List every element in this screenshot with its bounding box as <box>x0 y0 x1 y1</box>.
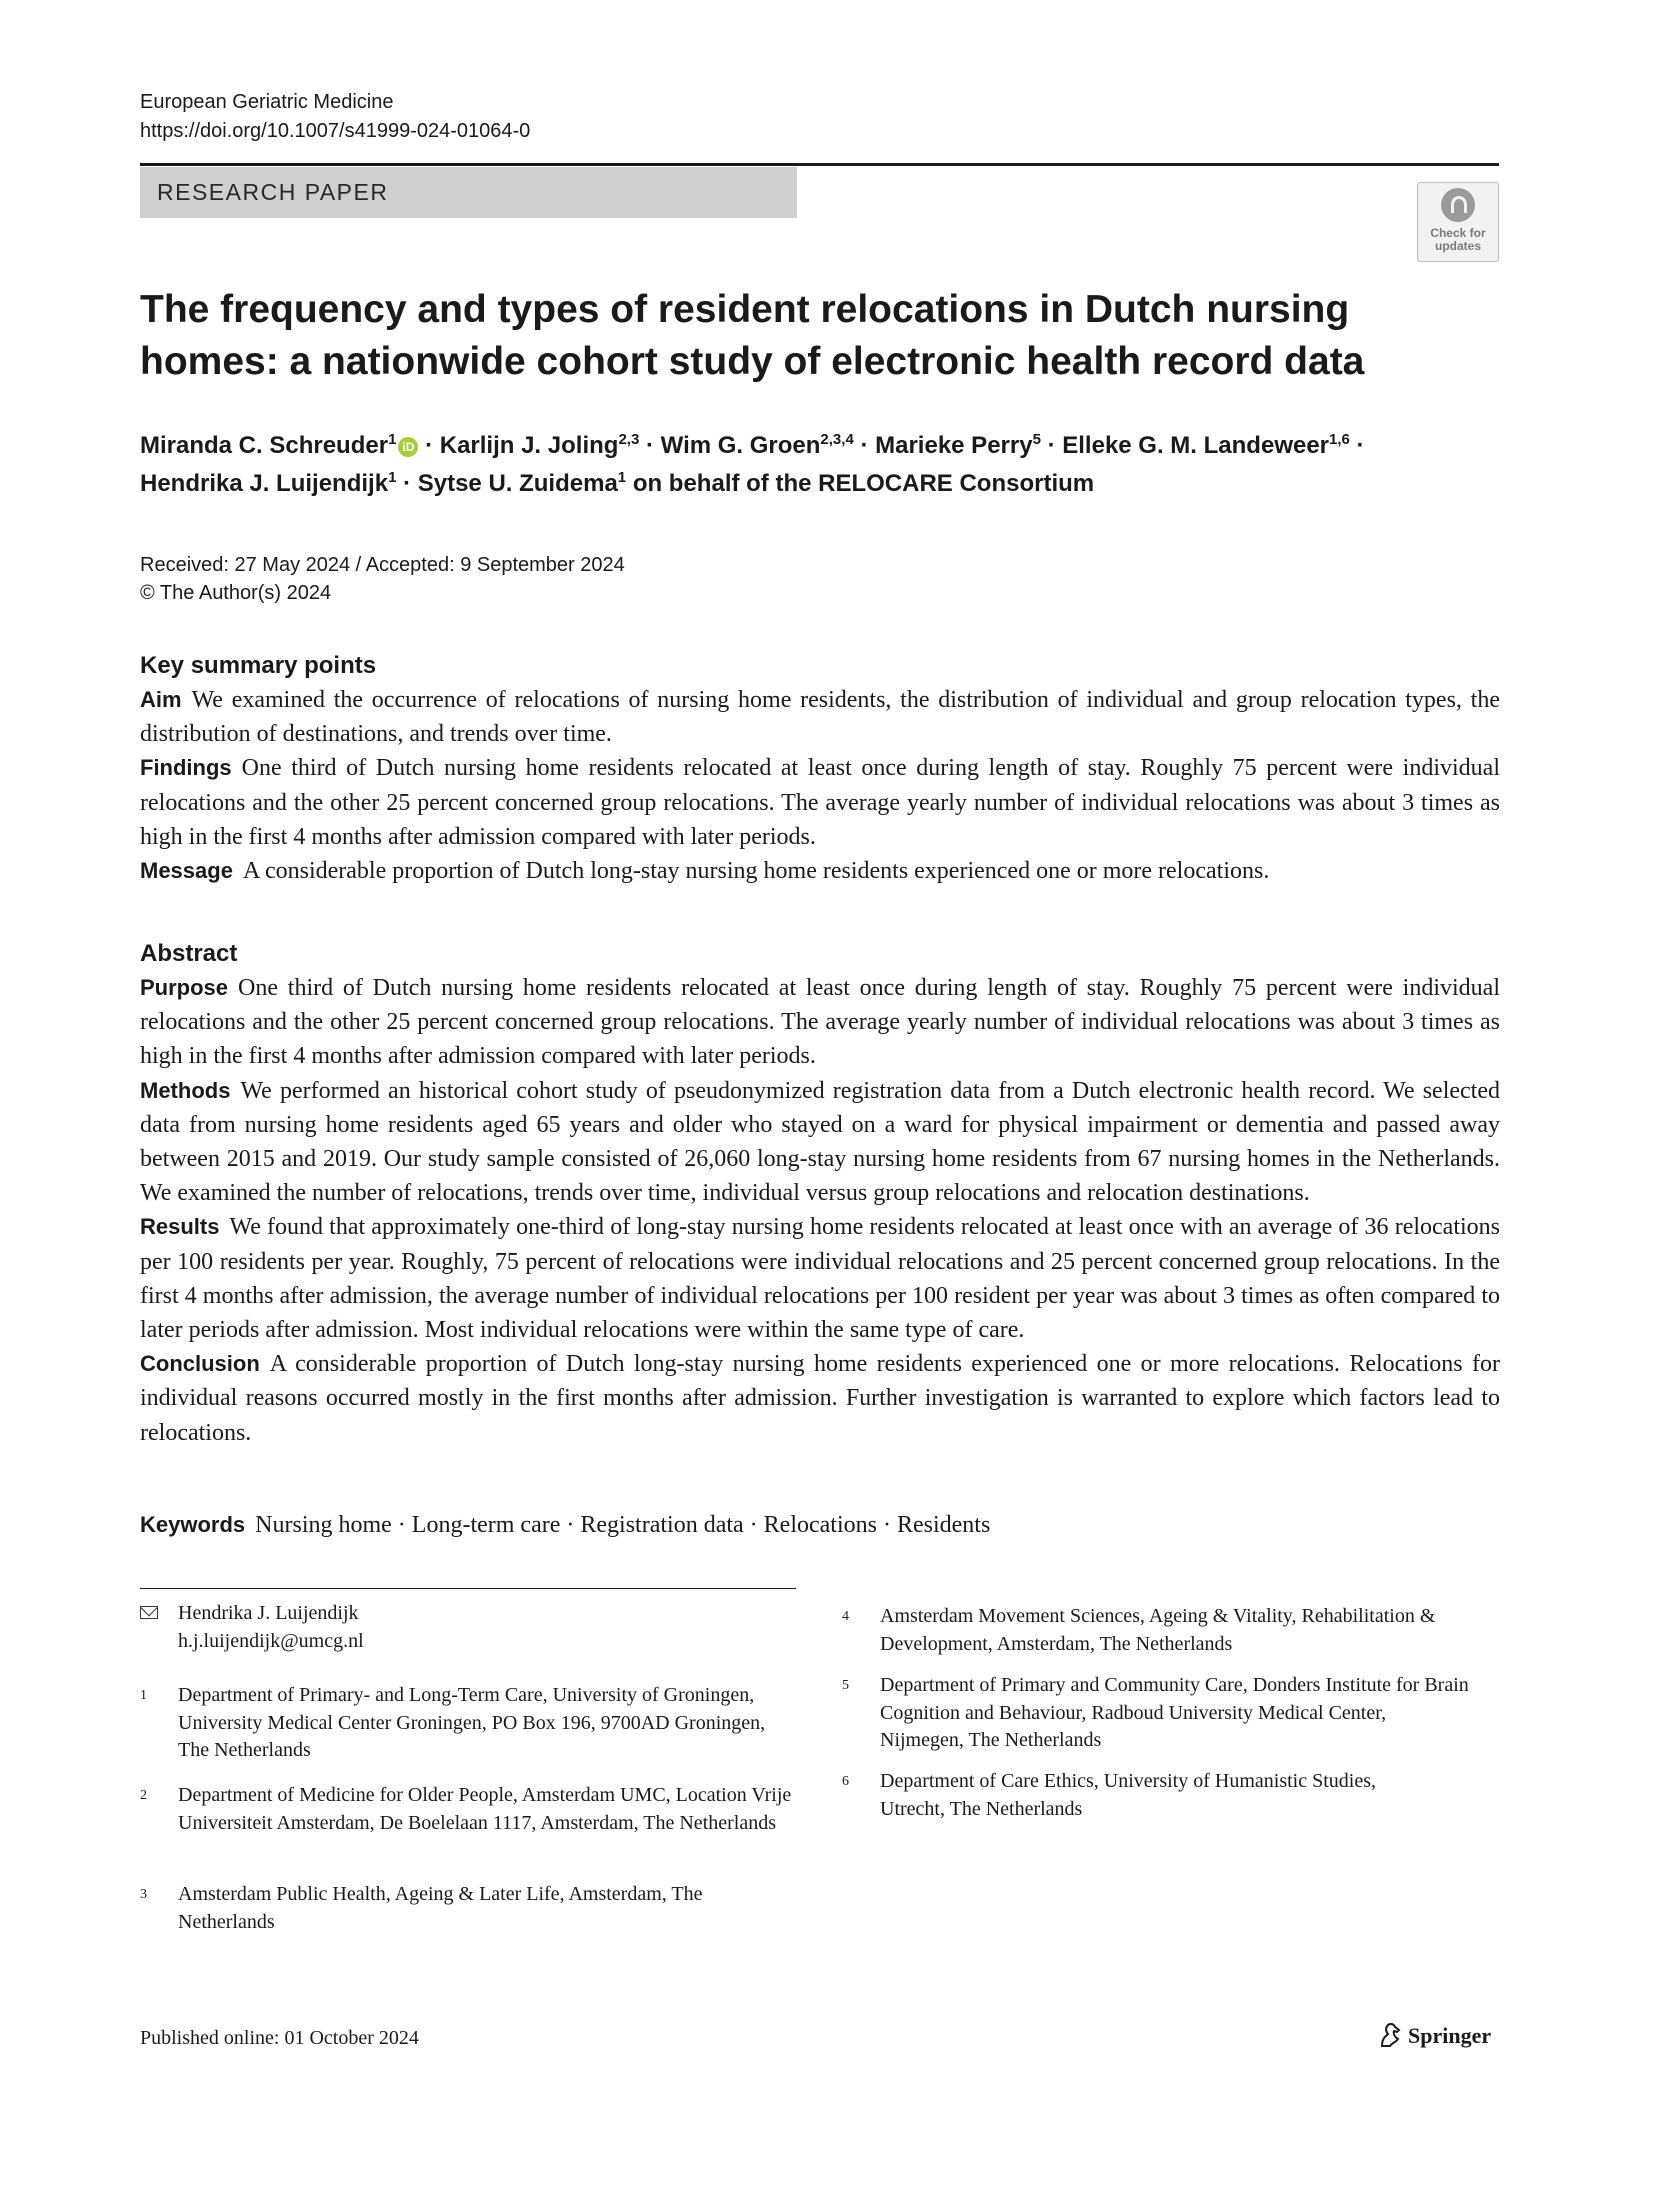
affiliation-text: Department of Primary- and Long-Term Care, University of Groningen, University Medical Center Groningen, PO Box 196, 9700AD Groningen, The Netherlands <box>178 1684 766 1761</box>
springer-horse-icon <box>1378 2022 1402 2048</box>
affiliation-item <box>842 1768 1462 1824</box>
author-name[interactable]: Hendrika J. Luijendijk <box>140 470 389 497</box>
conclusion-text: A considerable proportion of Dutch long-stay nursing home residents experienced one or more relocations. Relocations for individual reasons occurred mostly in the first months after admission. Further investigation is warranted to explore which factors lead to relocations. <box>140 1351 1500 1446</box>
abstract-results <box>140 1210 1500 1347</box>
summary-findings <box>140 751 1500 854</box>
copyright: © The Author(s) 2024 <box>140 582 332 604</box>
abstract-heading: Abstract <box>140 940 238 967</box>
abstract-body <box>140 971 1500 1450</box>
findings-label: Findings <box>140 755 232 781</box>
affiliation-item <box>842 1603 1462 1659</box>
message-label: Message <box>140 858 233 884</box>
check-for-updates-button[interactable] <box>1417 182 1499 262</box>
affiliation-text: Department of Primary and Community Care, Donders Institute for Brain Cognition and Behaviour, Radboud University Medical Center, Nijmegen, The Netherlands <box>880 1674 1469 1751</box>
message-text: A considerable proportion of Dutch long-stay nursing home residents experienced one or more relocations. <box>242 858 1270 885</box>
results-label: Results <box>140 1214 220 1240</box>
results-text: We found that approximately one-third of long-stay nursing home residents relocated at least once with an average of 36 relocations per 100 residents per year. Roughly, 75 percent of relocations were individual relocations and 25 percent concerned group relocations. In the first 4 months after admission, the average number of individual relocations per 100 resident per year was about 3 times as often compared to later periods after admission. Most individual relocations were within the same type of care. <box>140 1214 1500 1344</box>
check-updates-label: Check for updates <box>1430 226 1486 253</box>
methods-text: We performed an historical cohort study of pseudonymized registration data from a Dutch electronic health record. We selected data from nursing home residents aged 65 years and older who stayed on a ward for physical impairment or dementia and passed away between 2015 and 2019. Our study sample consisted of 26,060 long-stay nursing home residents from 67 nursing homes in the Netherlands. We examined the number of relocations, trends over time, individual versus group relocations and relocation destinations. <box>140 1077 1500 1207</box>
methods-label: Methods <box>140 1077 231 1103</box>
publisher-logo[interactable] <box>1378 2022 1491 2049</box>
received-accepted: Received: 27 May 2024 / Accepted: 9 September 2024 <box>140 554 625 576</box>
article-dates <box>140 551 625 607</box>
corresponding-author <box>140 1600 760 1660</box>
affiliation-item <box>140 1881 760 1937</box>
journal-header <box>140 88 530 146</box>
article-type-label: RESEARCH PAPER <box>157 179 389 205</box>
affiliation-number: 4 <box>842 1609 849 1624</box>
affiliation-item <box>140 1682 766 1767</box>
conclusion-label: Conclusion <box>140 1351 260 1377</box>
author-name[interactable]: Marieke Perry <box>875 432 1033 459</box>
author-affiliation: 5 <box>1032 431 1041 448</box>
summary-aim <box>140 683 1500 751</box>
footnote-rule <box>140 1588 796 1589</box>
purpose-label: Purpose <box>140 975 229 1000</box>
author-name[interactable]: Sytse U. Zuidema <box>417 470 618 497</box>
doi-link[interactable]: https://doi.org/10.1007/s41999-024-01064-0 <box>140 120 531 142</box>
affiliation-number: 2 <box>140 1788 147 1803</box>
author-affiliation: 1 <box>388 469 397 486</box>
authors-suffix: on behalf of the RELOCARE Consortium <box>632 470 1095 497</box>
affiliation-number: 6 <box>842 1774 849 1789</box>
author-name[interactable]: Miranda C. Schreuder <box>140 432 389 459</box>
affiliation-text: Department of Care Ethics, University of Humanistic Studies, Utrecht, The Netherlands <box>880 1770 1377 1820</box>
check-updates-icon <box>1441 188 1475 222</box>
abstract-conclusion <box>140 1347 1500 1450</box>
keywords-label: Keywords <box>140 1512 246 1537</box>
keywords <box>140 1508 990 1542</box>
author-name[interactable]: Elleke G. M. Landeweer <box>1062 432 1330 459</box>
affiliation-number: 3 <box>140 1887 147 1902</box>
author-affiliation: 2,3,4 <box>820 431 854 448</box>
author-affiliation: 2,3 <box>618 431 640 448</box>
keywords-text: Nursing home · Long-term care · Registration data · Relocations · Residents <box>255 1512 991 1538</box>
corresponding-email[interactable]: h.j.luijendijk@umcg.nl <box>178 1629 364 1652</box>
paper-title: The frequency and types of resident relocations in Dutch nursing homes: a nationwide cohort study of electronic health record data <box>140 288 1365 383</box>
author-affiliation: 1 <box>388 431 397 448</box>
summary-message <box>140 854 1500 888</box>
affiliation-text: Amsterdam Movement Sciences, Ageing & Vitality, Rehabilitation & Development, Amsterdam, The Netherlands <box>880 1605 1436 1655</box>
author-name[interactable]: Karlijn J. Joling <box>439 432 619 459</box>
affiliation-number: 1 <box>140 1688 147 1703</box>
orcid-icon[interactable]: iD <box>398 437 418 457</box>
aim-text: We examined the occurrence of relocations of nursing home residents, the distribution of individual and group relocation types, the distribution of destinations, and trends over time. <box>140 687 1500 748</box>
abstract-methods <box>140 1074 1500 1211</box>
author-affiliation: 1,6 <box>1329 431 1350 448</box>
author-affiliation: 1 <box>617 469 627 486</box>
purpose-text: One third of Dutch nursing home residents relocated at least once during length of stay. Roughly 75 percent were individual relocations and the other 25 percent concerned group relocations. The average yearly number of individual relocations was about 3 times as high in the first 4 months after admission compared with later periods. <box>140 975 1500 1070</box>
affiliation-item <box>842 1672 1469 1757</box>
envelope-icon <box>140 1606 158 1619</box>
journal-name: European Geriatric Medicine <box>140 91 394 113</box>
affiliation-text: Department of Medicine for Older People, Amsterdam UMC, Location Vrije Universiteit Amsterdam, De Boelelaan 1117, Amsterdam, The Netherlands <box>178 1784 792 1834</box>
affiliation-text: Amsterdam Public Health, Ageing & Later Life, Amsterdam, The Netherlands <box>178 1883 703 1933</box>
header-rule <box>140 163 1499 166</box>
findings-text: One third of Dutch nursing home residents relocated at least once during length of stay. Roughly 75 percent were individual relocations and the other 25 percent concerned group relocations. The average yearly number of individual relocations was about 3 times as high in the first 4 months after admission compared with later periods. <box>140 755 1500 850</box>
key-summary-heading: Key summary points <box>140 652 377 679</box>
key-summary-points <box>140 683 1500 888</box>
aim-label: Aim <box>140 687 182 712</box>
abstract-purpose <box>140 971 1500 1074</box>
author-list: Miranda C. Schreuder$^1$ iD · Karlijn J. Joling$^{2,3}$ · Wim G. Groen$^{2,3,4}$ · Marieke Perry$^5$ · Elleke G. M. Landeweer$^{1,6}$ · Hendrika J. Luijendijk$^1$ · Sytse U. Zuidema$^1$ on behalf of the RELOCARE Consortium <box>140 431 1365 497</box>
author-name[interactable]: Wim G. Groen <box>660 432 821 459</box>
publisher-name: Springer <box>1408 2023 1492 2048</box>
corresponding-name: Hendrika J. Luijendijk <box>178 1602 359 1624</box>
affiliation-item <box>140 1782 792 1867</box>
affiliation-number: 5 <box>842 1678 849 1693</box>
published-online: Published online: 01 October 2024 <box>140 2027 419 2049</box>
article-type-badge <box>140 167 797 218</box>
